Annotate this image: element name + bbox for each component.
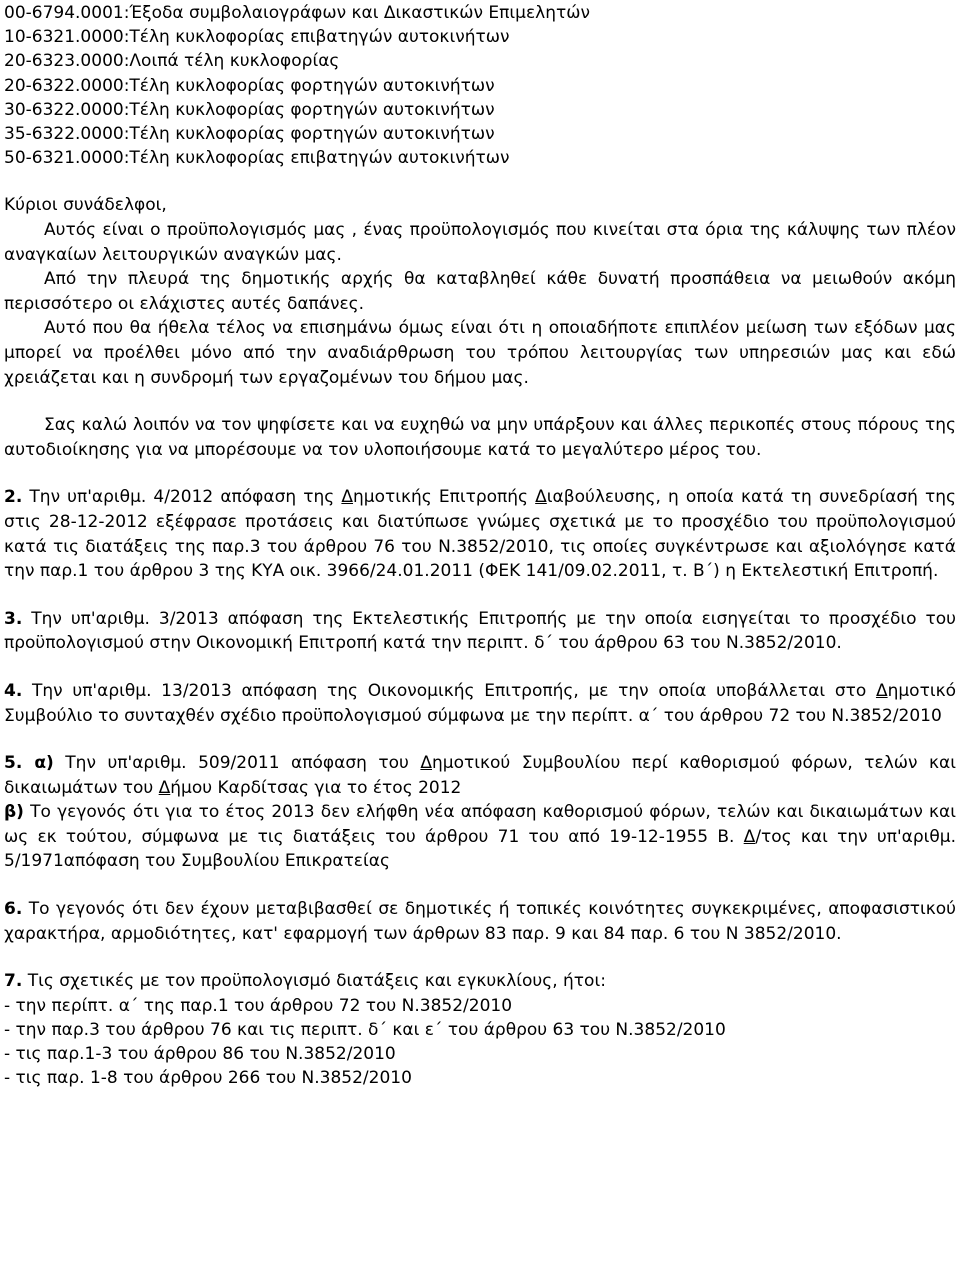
item-2: 2. Την υπ'αριθμ. 4/2012 απόφαση της Δημοτικής Επιτροπής Διαβούλευσης, η οποία κατά τη συνεδρίασή της στις 28-12-2012 εξέφρασε προτάσεις και διατύπωσε γνώμες σχετικά με το προσχέδιο του προϋπολογισμού κατά τις διατάξεις της παρ.3 του άρθρου 76 του Ν.3852/2010, τις οποίες συγκέντρωσε και αξιολόγησε κατά την παρ.1 του άρθρου 3 της ΚΥΑ οικ. 3966/24.01.2011 (ΦΕΚ 141/09.02.2011, τ. Β΄) η Εκτελεστική Επιτροπή. (4, 487, 956, 582)
item-number: 7. (4, 971, 23, 992)
list-item: - τις παρ.1-3 του άρθρου 86 του Ν.3852/2010 (4, 1044, 396, 1065)
paragraph-restructuring: Αυτό που θα ήθελα τέλος να επισημάνω όμως είναι ότι η οποιαδήποτε επιπλέον μείωση των εξόδων μας μπορεί να προέλθει μόνο από την αναδιάρθρωση του τρόπου λειτουργίας των υπηρεσιών μας και εδώ χρειάζεται και η συνδρομή των εργαζομένων του δήμου μας. (4, 318, 956, 388)
item-6: 6. Το γεγονός ότι δεν έχουν μεταβιβασθεί σε δημοτικές ή τοπικές κοινότητες συγκεκριμένες, αποφασιστικού χαρακτήρα, αρμοδιότητες, κατ' εφαρμογή των άρθρων 83 παρ. 9 και 84 παρ. 6 του Ν 3852/2010. (4, 899, 956, 944)
greeting: Κύριοι συνάδελφοι, (4, 195, 167, 216)
item-number: β) (4, 802, 24, 823)
budget-code-line: 10-6321.0000:Τέλη κυκλοφορίας επιβατηγών αυτοκινήτων (4, 27, 510, 48)
item-number: 2. (4, 487, 23, 508)
list-item: - τις παρ. 1-8 του άρθρου 266 του Ν.3852/2010 (4, 1068, 412, 1089)
item-5a: 5. α) Την υπ'αριθμ. 509/2011 απόφαση του Δημοτικού Συμβουλίου περί καθορισμού φόρων, τελών και δικαιωμάτων του Δήμου Καρδίτσας για το έτος 2012 (4, 753, 957, 798)
paragraph-vote-request: Σας καλώ λοιπόν να τον ψηφίσετε και να ευχηθώ να μην υπάρξουν και άλλες περικοπές στους πόρους της αυτοδιοίκησης για να μπορέσουμε να τον υλοποιήσουμε κατά το μεγαλύτερο μέρος του. (4, 415, 956, 460)
item-7: 7. Τις σχετικές με τον προϋπολογισμό διατάξεις και εγκυκλίους, ήτοι: (4, 971, 606, 992)
item-5b: β) Το γεγονός ότι για το έτος 2013 δεν ελήφθη νέα απόφαση καθορισμού φόρων, τελών και δικαιωμάτων και ως εκ τούτου, σύμφωνα με τις διατάξεις του άρθρου 71 του από 19-12-1955 Β. Δ/τος και την υπ'αριθμ. 5/1971απόφαση του Συμβουλίου Επικρατείας (4, 802, 956, 872)
item-number: 4. (4, 680, 23, 701)
item-number: 3. (4, 608, 23, 629)
budget-code-line: 20-6322.0000:Τέλη κυκλοφορίας φορτηγών αυτοκινήτων (4, 75, 495, 96)
list-item: - την παρ.3 του άρθρου 76 και τις περιπτ. δ΄ και ε΄ του άρθρου 63 του Ν.3852/2010 (4, 1020, 726, 1041)
budget-code-line: 20-6323.0000:Λοιπά τέλη κυκλοφορίας (4, 51, 340, 72)
budget-code-line: 35-6322.0000:Τέλη κυκλοφορίας φορτηγών αυτοκινήτων (4, 124, 495, 145)
paragraph-budget-limits: Αυτός είναι ο προϋπολογισμός μας , ένας προϋπολογισμός που κινείται στα όρια της κάλυψης των πλέον αναγκαίων λειτουργικών αναγκών μας. (4, 220, 956, 265)
item-number: 5. α) (4, 753, 54, 774)
item-3: 3. Την υπ'αριθμ. 3/2013 απόφαση της Εκτελεστικής Επιτροπής με την οποία εισηγείται το προσχέδιο του προϋπολογισμού στην Οικονομική Επιτροπή κατά την περιπτ. δ΄ του άρθρου 63 του Ν.3852/2010. (4, 608, 956, 654)
paragraph-cost-reduction: Από την πλευρά της δημοτικής αρχής θα καταβληθεί κάθε δυνατή προσπάθεια να μειωθούν ακόμη περισσότερο οι ελάχιστες αυτές δαπάνες. (4, 269, 956, 314)
legal-provisions-list (4, 994, 956, 1091)
budget-code-line: 50-6321.0000:Τέλη κυκλοφορίας επιβατηγών αυτοκινήτων (4, 148, 510, 169)
budget-codes-list (4, 0, 956, 170)
item-number: 6. (4, 899, 23, 920)
item-4: 4. Την υπ'αριθμ. 13/2013 απόφαση της Οικονομικής Επιτροπής, με την οποία υποβάλλεται στο Δημοτικό Συμβούλιο το συνταχθέν σχέδιο προϋπολογισμού σύμφωνα με την περίπτ. α΄ του άρθρου 72 του Ν.3852/2010 (4, 680, 956, 726)
list-item: - την περίπτ. α΄ της παρ.1 του άρθρου 72 του Ν.3852/2010 (4, 995, 513, 1016)
budget-code-line: 30-6322.0000:Τέλη κυκλοφορίας φορτηγών αυτοκινήτων (4, 99, 495, 120)
budget-code-line: 00-6794.0001:Έξοδα συμβολαιογράφων και Δικαστικών Επιμελητών (4, 3, 590, 23)
